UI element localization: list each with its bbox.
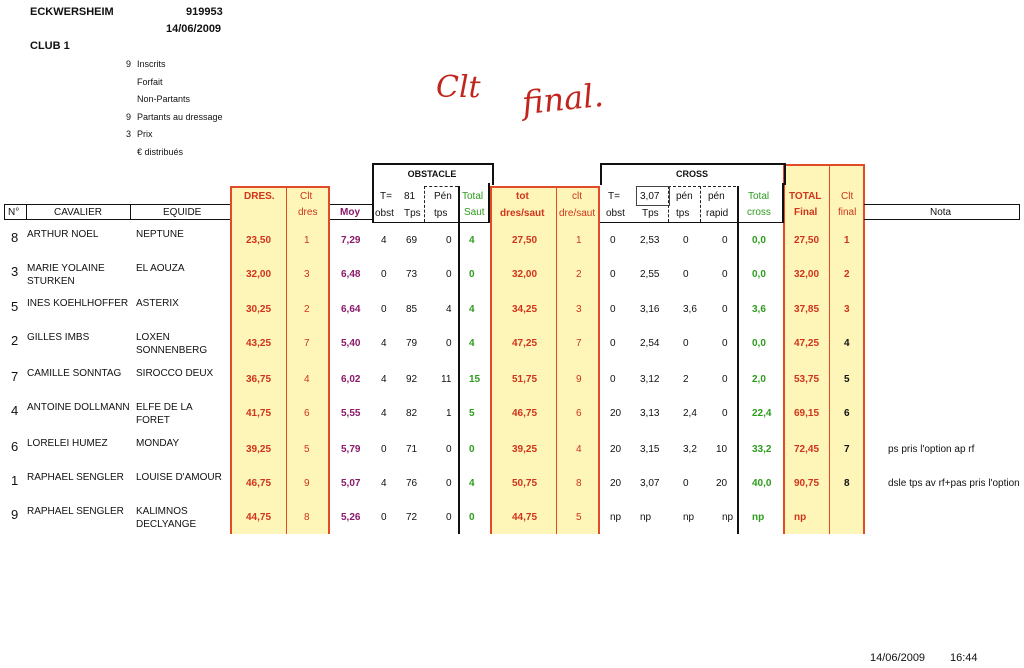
obs-pen: 1 bbox=[446, 408, 452, 419]
cross-pen: 0 bbox=[683, 478, 689, 489]
col-obs-obst: obst bbox=[375, 208, 394, 219]
tot-score: 39,25 bbox=[512, 444, 538, 455]
cross-tps: np bbox=[640, 512, 652, 523]
event-date: 14/06/2009 bbox=[166, 23, 222, 35]
obs-tps: 69 bbox=[406, 235, 418, 246]
dres-score: 30,25 bbox=[246, 304, 272, 315]
dres-score: 23,50 bbox=[246, 235, 272, 246]
moy-score: 7,29 bbox=[341, 235, 361, 246]
dres-score: 46,75 bbox=[246, 478, 272, 489]
moy-score: 6,64 bbox=[341, 304, 361, 315]
total-final: 37,85 bbox=[794, 304, 820, 315]
cross-pen: 3,6 bbox=[683, 304, 697, 315]
col-cross-tps: Tps bbox=[642, 208, 659, 219]
dres-score: 39,25 bbox=[246, 444, 272, 455]
obs-obst: 4 bbox=[381, 235, 387, 246]
obs-obst: 4 bbox=[381, 374, 387, 385]
obs-total: 4 bbox=[469, 478, 475, 489]
summary-count: 9 bbox=[126, 111, 132, 122]
horse-name-2: SONNENBERG bbox=[136, 345, 208, 356]
tot-score: 47,25 bbox=[512, 338, 538, 349]
horse-name: EL AOUZA bbox=[136, 263, 185, 274]
final-rank: 2 bbox=[844, 269, 850, 280]
dres-rank: 8 bbox=[304, 512, 310, 523]
dres-score: 43,25 bbox=[246, 338, 272, 349]
tot-score: 27,50 bbox=[512, 235, 538, 246]
col-obs-pen-tps: tps bbox=[434, 208, 448, 219]
moy-score: 5,40 bbox=[341, 338, 361, 349]
cross-obst: 0 bbox=[610, 304, 616, 315]
cross-total: 0,0 bbox=[752, 338, 766, 349]
obs-pen: 0 bbox=[446, 235, 452, 246]
cross-rapid: 0 bbox=[722, 304, 728, 315]
row-number: 7 bbox=[11, 369, 19, 384]
obs-pen: 0 bbox=[446, 269, 452, 280]
col-cavalier: CAVALIER bbox=[54, 207, 102, 218]
summary-count: 9 bbox=[126, 59, 132, 69]
rider-name: GILLES IMBS bbox=[27, 332, 90, 343]
dres-rank: 7 bbox=[304, 338, 310, 349]
total-final: 90,75 bbox=[794, 478, 820, 489]
horse-name: SIROCCO DEUX bbox=[136, 368, 214, 379]
cross-total: 33,2 bbox=[752, 444, 772, 455]
total-final: 32,00 bbox=[794, 269, 820, 280]
cross-pen: 3,2 bbox=[683, 444, 697, 455]
moy-score: 5,55 bbox=[341, 408, 361, 419]
col-clt: Clt bbox=[300, 191, 313, 202]
obs-obst: 0 bbox=[381, 304, 387, 315]
obs-tps: 79 bbox=[406, 338, 418, 349]
col-clt-final: Clt bbox=[841, 191, 854, 202]
footer-date: 14/06/2009 bbox=[870, 652, 926, 664]
col-no: N° bbox=[8, 207, 20, 218]
moy-score: 5,07 bbox=[341, 478, 361, 489]
row-number: 1 bbox=[11, 473, 19, 488]
obs-total: 4 bbox=[469, 338, 475, 349]
obs-tps: 73 bbox=[406, 269, 418, 280]
col-obs-t-val: 81 bbox=[404, 191, 416, 202]
horse-name: KALIMNOS bbox=[136, 506, 188, 517]
obs-total: 5 bbox=[469, 408, 475, 419]
col-obs-tps: Tps bbox=[404, 208, 421, 219]
tot-band bbox=[490, 186, 600, 534]
footer-time: 16:44 bbox=[950, 652, 978, 664]
dres-rank: 3 bbox=[304, 269, 310, 280]
cross-pen: np bbox=[683, 512, 695, 523]
cross-pen: 2 bbox=[683, 374, 689, 385]
col-final: Final bbox=[794, 207, 818, 218]
moy-score: 6,48 bbox=[341, 269, 361, 280]
dres-rank: 2 bbox=[304, 304, 310, 315]
moy-score: 5,26 bbox=[341, 512, 361, 523]
cross-obst: np bbox=[610, 512, 622, 523]
obs-tps: 85 bbox=[406, 304, 418, 315]
dres-score: 32,00 bbox=[246, 269, 272, 280]
total-final: 72,45 bbox=[794, 444, 820, 455]
summary-label: Prix bbox=[137, 129, 153, 139]
obs-pen: 11 bbox=[441, 374, 452, 385]
cross-total: 22,4 bbox=[752, 408, 772, 419]
obs-tps: 76 bbox=[406, 478, 418, 489]
final-rank: 1 bbox=[844, 235, 850, 246]
final-rank: 5 bbox=[844, 374, 850, 385]
row-number: 9 bbox=[11, 507, 19, 522]
cross-obst: 20 bbox=[610, 408, 622, 419]
row-number: 8 bbox=[11, 230, 19, 245]
cross-rapid: 0 bbox=[722, 235, 728, 246]
event-code: 919953 bbox=[186, 6, 223, 18]
col-obs-t: T= bbox=[380, 191, 392, 202]
total-final: 69,15 bbox=[794, 408, 820, 419]
obs-tps: 71 bbox=[406, 444, 418, 455]
obs-obst: 0 bbox=[381, 269, 387, 280]
dres-rank: 5 bbox=[304, 444, 310, 455]
rider-name: MARIE YOLAINE bbox=[27, 263, 105, 274]
tot-score: 44,75 bbox=[512, 512, 538, 523]
tot-score: 46,75 bbox=[512, 408, 538, 419]
dres-rank: 6 bbox=[304, 408, 310, 419]
tot-rank: 9 bbox=[576, 374, 582, 385]
cross-tps: 2,55 bbox=[640, 269, 660, 280]
summary-label: € distribués bbox=[137, 146, 184, 157]
tot-score: 34,25 bbox=[512, 304, 538, 315]
cross-pen: 2,4 bbox=[683, 408, 697, 419]
tot-score: 50,75 bbox=[512, 478, 538, 489]
obs-pen: 4 bbox=[446, 304, 452, 315]
col-obs-pen: Pén bbox=[434, 191, 452, 202]
final-rank: 3 bbox=[844, 304, 850, 315]
club-name: CLUB 1 bbox=[30, 40, 70, 52]
row-number: 2 bbox=[11, 333, 19, 348]
col-tot2: dres/saut bbox=[500, 208, 545, 219]
summary-label: Non-Partants bbox=[137, 94, 191, 104]
summary-label: Forfait bbox=[137, 76, 163, 87]
horse-name-2: DECLYANGE bbox=[136, 519, 197, 530]
tot-rank: 2 bbox=[576, 269, 582, 280]
obs-obst: 4 bbox=[381, 338, 387, 349]
cross-obst: 0 bbox=[610, 269, 616, 280]
cross-total: 0,0 bbox=[752, 235, 766, 246]
dres-rank: 1 bbox=[304, 235, 310, 246]
col-cross-pen2: pén bbox=[708, 191, 725, 202]
summary-count: 3 bbox=[126, 129, 132, 139]
final-rank: 7 bbox=[844, 444, 850, 455]
col-cross-t-val: 3,07 bbox=[640, 191, 660, 202]
obs-pen: 0 bbox=[446, 338, 452, 349]
col-obs-saut: Saut bbox=[464, 207, 485, 218]
col-clt-final2: final bbox=[838, 207, 857, 218]
tot-rank: 5 bbox=[576, 512, 582, 523]
obs-pen: 0 bbox=[446, 478, 452, 489]
handwritten-clt: Clt bbox=[436, 70, 481, 105]
horse-name: LOUISE D'AMOUR bbox=[136, 472, 222, 483]
col-cross-t: T= bbox=[608, 191, 620, 202]
col-tot: tot bbox=[516, 191, 529, 202]
cross-obst: 20 bbox=[610, 444, 622, 455]
handwritten-final: final. bbox=[520, 75, 606, 123]
obs-tps: 92 bbox=[406, 374, 418, 385]
rider-name: ANTOINE DOLLMANN bbox=[27, 402, 130, 413]
horse-name: NEPTUNE bbox=[136, 229, 184, 240]
nota-text: dsle tps av rf+pas pris l'option bbox=[888, 478, 1020, 489]
obs-total: 0 bbox=[469, 444, 475, 455]
cross-tps: 3,15 bbox=[640, 444, 660, 455]
horse-name: ASTERIX bbox=[136, 298, 179, 309]
obs-total: 4 bbox=[469, 304, 475, 315]
obs-total: 15 bbox=[469, 374, 481, 385]
tot-score: 32,00 bbox=[512, 269, 538, 280]
total-final: 47,25 bbox=[794, 338, 820, 349]
col-cross-cross: cross bbox=[747, 207, 771, 218]
cross-pen: 0 bbox=[683, 269, 689, 280]
moy-score: 6,02 bbox=[341, 374, 361, 385]
obs-tps: 72 bbox=[406, 512, 418, 523]
col-total: TOTAL bbox=[789, 191, 822, 202]
obstacle-title: OBSTACLE bbox=[407, 169, 457, 179]
col-clt2b: dre/saut bbox=[559, 208, 596, 219]
cross-tps: 2,54 bbox=[640, 338, 660, 349]
tot-rank: 8 bbox=[576, 478, 582, 489]
col-dres: DRES. bbox=[244, 191, 275, 202]
total-final: np bbox=[794, 512, 807, 523]
cross-rapid: 0 bbox=[722, 338, 728, 349]
cross-rapid: np bbox=[722, 512, 734, 523]
nota-text: ps pris l'option ap rf bbox=[888, 444, 975, 455]
col-clt-dres: dres bbox=[298, 207, 318, 218]
summary-label: Inscrits bbox=[137, 59, 166, 69]
cross-total: np bbox=[752, 512, 765, 523]
cross-title: CROSS bbox=[675, 169, 708, 179]
tot-score: 51,75 bbox=[512, 374, 538, 385]
horse-name: MONDAY bbox=[136, 438, 180, 449]
cross-total: 40,0 bbox=[752, 478, 772, 489]
tot-rank: 4 bbox=[576, 444, 582, 455]
col-nota: Nota bbox=[930, 207, 952, 218]
cross-rapid: 0 bbox=[722, 374, 728, 385]
rider-name-2: STURKEN bbox=[27, 276, 75, 287]
obs-pen: 0 bbox=[446, 444, 452, 455]
horse-name-2: FORET bbox=[136, 415, 170, 426]
cross-total: 0,0 bbox=[752, 269, 766, 280]
obs-obst: 4 bbox=[381, 408, 387, 419]
col-cross-pen1: pén bbox=[676, 191, 693, 202]
rider-name: RAPHAEL SENGLER bbox=[27, 472, 124, 483]
rider-name: ARTHUR NOEL bbox=[27, 229, 99, 240]
cross-tps: 3,13 bbox=[640, 408, 660, 419]
col-cross-pen-tps: tps bbox=[676, 208, 690, 219]
obs-obst: 0 bbox=[381, 444, 387, 455]
dres-rank: 9 bbox=[304, 478, 310, 489]
row-number: 5 bbox=[11, 299, 19, 314]
row-number: 3 bbox=[11, 264, 19, 279]
cross-pen: 0 bbox=[683, 235, 689, 246]
col-obs-total: Total bbox=[462, 191, 484, 202]
summary-label: Partants au dressage bbox=[137, 111, 223, 122]
cross-total: 3,6 bbox=[752, 304, 766, 315]
row-number: 4 bbox=[11, 403, 19, 418]
obs-total: 0 bbox=[469, 269, 475, 280]
cross-obst: 0 bbox=[610, 235, 616, 246]
cross-obst: 20 bbox=[610, 478, 622, 489]
rider-name: CAMILLE SONNTAG bbox=[27, 368, 122, 379]
tot-rank: 3 bbox=[576, 304, 582, 315]
col-cross-total: Total bbox=[748, 191, 770, 202]
cross-obst: 0 bbox=[610, 338, 616, 349]
total-final: 53,75 bbox=[794, 374, 820, 385]
cross-obst: 0 bbox=[610, 374, 616, 385]
dres-score: 41,75 bbox=[246, 408, 272, 419]
dres-rank: 4 bbox=[304, 374, 310, 385]
horse-name: ELFE DE LA bbox=[136, 402, 193, 413]
col-clt2: clt bbox=[572, 191, 582, 202]
final-rank: 8 bbox=[844, 478, 850, 489]
rider-name: LORELEI HUMEZ bbox=[27, 438, 108, 449]
cross-tps: 3,16 bbox=[640, 304, 660, 315]
dres-band bbox=[230, 186, 328, 534]
cross-rapid: 10 bbox=[716, 444, 728, 455]
dres-score: 44,75 bbox=[246, 512, 272, 523]
cross-pen: 0 bbox=[683, 338, 689, 349]
cross-total: 2,0 bbox=[752, 374, 766, 385]
rider-name: INES KOEHLHOFFER bbox=[27, 298, 129, 309]
cross-tps: 3,12 bbox=[640, 374, 660, 385]
col-moy: Moy bbox=[340, 207, 360, 218]
cross-rapid: 0 bbox=[722, 269, 728, 280]
obs-obst: 4 bbox=[381, 478, 387, 489]
cross-rapid: 20 bbox=[716, 478, 728, 489]
cross-rapid: 0 bbox=[722, 408, 728, 419]
obs-total: 4 bbox=[469, 235, 475, 246]
col-cross-rapid: rapid bbox=[706, 208, 729, 219]
horse-name: LOXEN bbox=[136, 332, 170, 343]
final-rank: 4 bbox=[844, 338, 850, 349]
moy-score: 5,79 bbox=[341, 444, 361, 455]
rider-name: RAPHAEL SENGLER bbox=[27, 506, 124, 517]
row-number: 6 bbox=[11, 439, 19, 454]
tot-rank: 1 bbox=[576, 235, 582, 246]
total-final: 27,50 bbox=[794, 235, 820, 246]
col-cross-obst: obst bbox=[606, 208, 625, 219]
cross-tps: 2,53 bbox=[640, 235, 660, 246]
obs-tps: 82 bbox=[406, 408, 418, 419]
obs-obst: 0 bbox=[381, 512, 387, 523]
cross-tps: 3,07 bbox=[640, 478, 660, 489]
final-rank: 6 bbox=[844, 408, 850, 419]
venue-name: ECKWERSHEIM bbox=[30, 6, 114, 18]
dres-score: 36,75 bbox=[246, 374, 272, 385]
col-equide: EQUIDE bbox=[163, 207, 202, 218]
obs-pen: 0 bbox=[446, 512, 452, 523]
obs-total: 0 bbox=[469, 512, 475, 523]
tot-rank: 7 bbox=[576, 338, 582, 349]
tot-rank: 6 bbox=[576, 408, 582, 419]
